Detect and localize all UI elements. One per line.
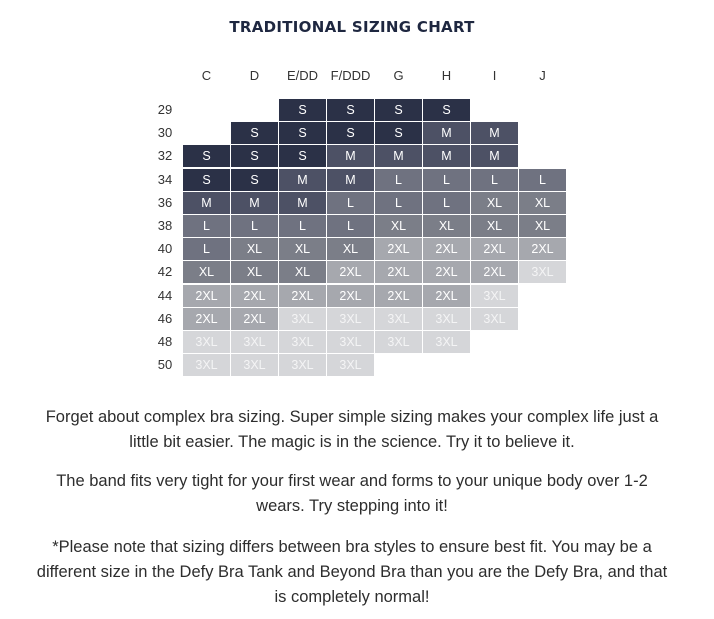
band-fit-paragraph: The band fits very tight for your first wear and forms to your unique body over 1-2 wears. Try stepping into it! <box>56 472 648 515</box>
size-cell: 3XL <box>183 331 230 353</box>
row-header: 34 <box>157 171 173 187</box>
size-cell: 3XL <box>231 331 278 353</box>
size-cell: S <box>231 145 278 167</box>
size-cell: 3XL <box>327 308 374 330</box>
size-cell: 3XL <box>279 308 326 330</box>
size-cell: L <box>423 192 470 214</box>
size-cell: 3XL <box>375 308 422 330</box>
size-cell: M <box>327 145 374 167</box>
size-cell: M <box>327 169 374 191</box>
size-cell: L <box>423 169 470 191</box>
size-cell: 3XL <box>183 354 230 376</box>
size-cell: M <box>279 169 326 191</box>
column-header: H <box>441 68 452 83</box>
size-cell: XL <box>423 215 470 237</box>
size-cell: M <box>471 122 518 144</box>
size-cell: XL <box>519 192 566 214</box>
size-cell: L <box>375 192 422 214</box>
size-cell: S <box>183 145 230 167</box>
size-cell: 2XL <box>375 238 422 260</box>
size-cell: 3XL <box>279 331 326 353</box>
size-cell: M <box>471 145 518 167</box>
size-cell: 2XL <box>279 285 326 307</box>
row-header: 30 <box>157 125 173 141</box>
size-cell: 3XL <box>231 354 278 376</box>
size-cell: L <box>471 169 518 191</box>
row-header: 48 <box>157 334 173 349</box>
size-cell: XL <box>279 238 326 260</box>
size-cell: L <box>327 215 374 237</box>
size-cell: XL <box>231 238 278 260</box>
size-cell: 2XL <box>327 285 374 307</box>
size-cell: 2XL <box>423 285 470 307</box>
row-header: 44 <box>157 287 173 303</box>
row-header: 38 <box>157 218 173 233</box>
size-cell: XL <box>279 261 326 283</box>
size-cell: 2XL <box>183 285 230 307</box>
size-cell: L <box>279 215 326 237</box>
size-cell: M <box>279 192 326 214</box>
size-cell: 3XL <box>279 354 326 376</box>
size-cell: 2XL <box>423 261 470 283</box>
size-cell: XL <box>183 261 230 283</box>
size-cell: 2XL <box>231 308 278 330</box>
size-cell: L <box>519 169 566 191</box>
size-cell: S <box>231 169 278 191</box>
size-cell: S <box>279 99 326 121</box>
size-cell: 3XL <box>327 354 374 376</box>
size-cell: XL <box>471 192 518 214</box>
size-cell: 3XL <box>471 285 518 307</box>
column-header: J <box>539 68 546 83</box>
size-cell: L <box>183 238 230 260</box>
size-cell: 3XL <box>327 331 374 353</box>
size-cell: 3XL <box>471 308 518 330</box>
size-cell: S <box>375 122 422 144</box>
row-header: 29 <box>157 102 173 117</box>
row-header: 50 <box>157 357 173 373</box>
column-header: D <box>249 68 260 83</box>
row-header: 42 <box>157 264 173 280</box>
size-cell: S <box>375 99 422 121</box>
size-cell: S <box>327 99 374 121</box>
column-header: C <box>201 68 212 83</box>
size-cell: M <box>423 145 470 167</box>
intro-paragraph: Forget about complex bra sizing. Super simple sizing makes your complex life just a little bit easier. The magic is in the science. Try it to believe it. <box>45 408 659 451</box>
column-header: I <box>492 68 497 83</box>
size-cell: M <box>231 192 278 214</box>
size-cell: L <box>231 215 278 237</box>
column-header: E/DD <box>286 68 319 83</box>
size-cell: S <box>279 145 326 167</box>
size-cell: S <box>279 122 326 144</box>
size-cell: S <box>231 122 278 144</box>
row-header: 32 <box>157 148 173 164</box>
size-cell: S <box>183 169 230 191</box>
size-cell: 3XL <box>423 308 470 330</box>
row-header: 40 <box>157 241 173 257</box>
size-cell: 3XL <box>375 331 422 353</box>
size-cell: XL <box>231 261 278 283</box>
size-cell: 2XL <box>471 261 518 283</box>
size-cell: 3XL <box>519 261 566 283</box>
size-cell: XL <box>471 215 518 237</box>
size-cell: 2XL <box>183 308 230 330</box>
size-cell: XL <box>519 215 566 237</box>
row-header: 36 <box>157 194 173 210</box>
sizing-note-paragraph: *Please note that sizing differs between bra styles to ensure best fit. You may be a different size in the Defy Bra Tank and Beyond Bra than you are the Defy Bra, and that is completely normal! <box>36 538 668 606</box>
row-header: 46 <box>157 310 173 326</box>
size-cell: 2XL <box>327 261 374 283</box>
column-header: F/DDD <box>330 68 371 83</box>
size-cell: S <box>423 99 470 121</box>
size-cell: M <box>183 192 230 214</box>
size-cell: 2XL <box>423 238 470 260</box>
size-cell: 3XL <box>423 331 470 353</box>
size-cell: XL <box>327 238 374 260</box>
size-cell: M <box>423 122 470 144</box>
size-cell: S <box>327 122 374 144</box>
size-cell: 2XL <box>471 238 518 260</box>
chart-title: TRADITIONAL SIZING CHART <box>229 18 475 36</box>
size-cell: L <box>327 192 374 214</box>
size-cell: 2XL <box>375 261 422 283</box>
column-header: G <box>393 68 404 83</box>
size-cell: 2XL <box>231 285 278 307</box>
size-cell: 2XL <box>375 285 422 307</box>
size-cell: L <box>375 169 422 191</box>
size-cell: M <box>375 145 422 167</box>
size-cell: L <box>183 215 230 237</box>
size-cell: 2XL <box>519 238 566 260</box>
size-cell: XL <box>375 215 422 237</box>
